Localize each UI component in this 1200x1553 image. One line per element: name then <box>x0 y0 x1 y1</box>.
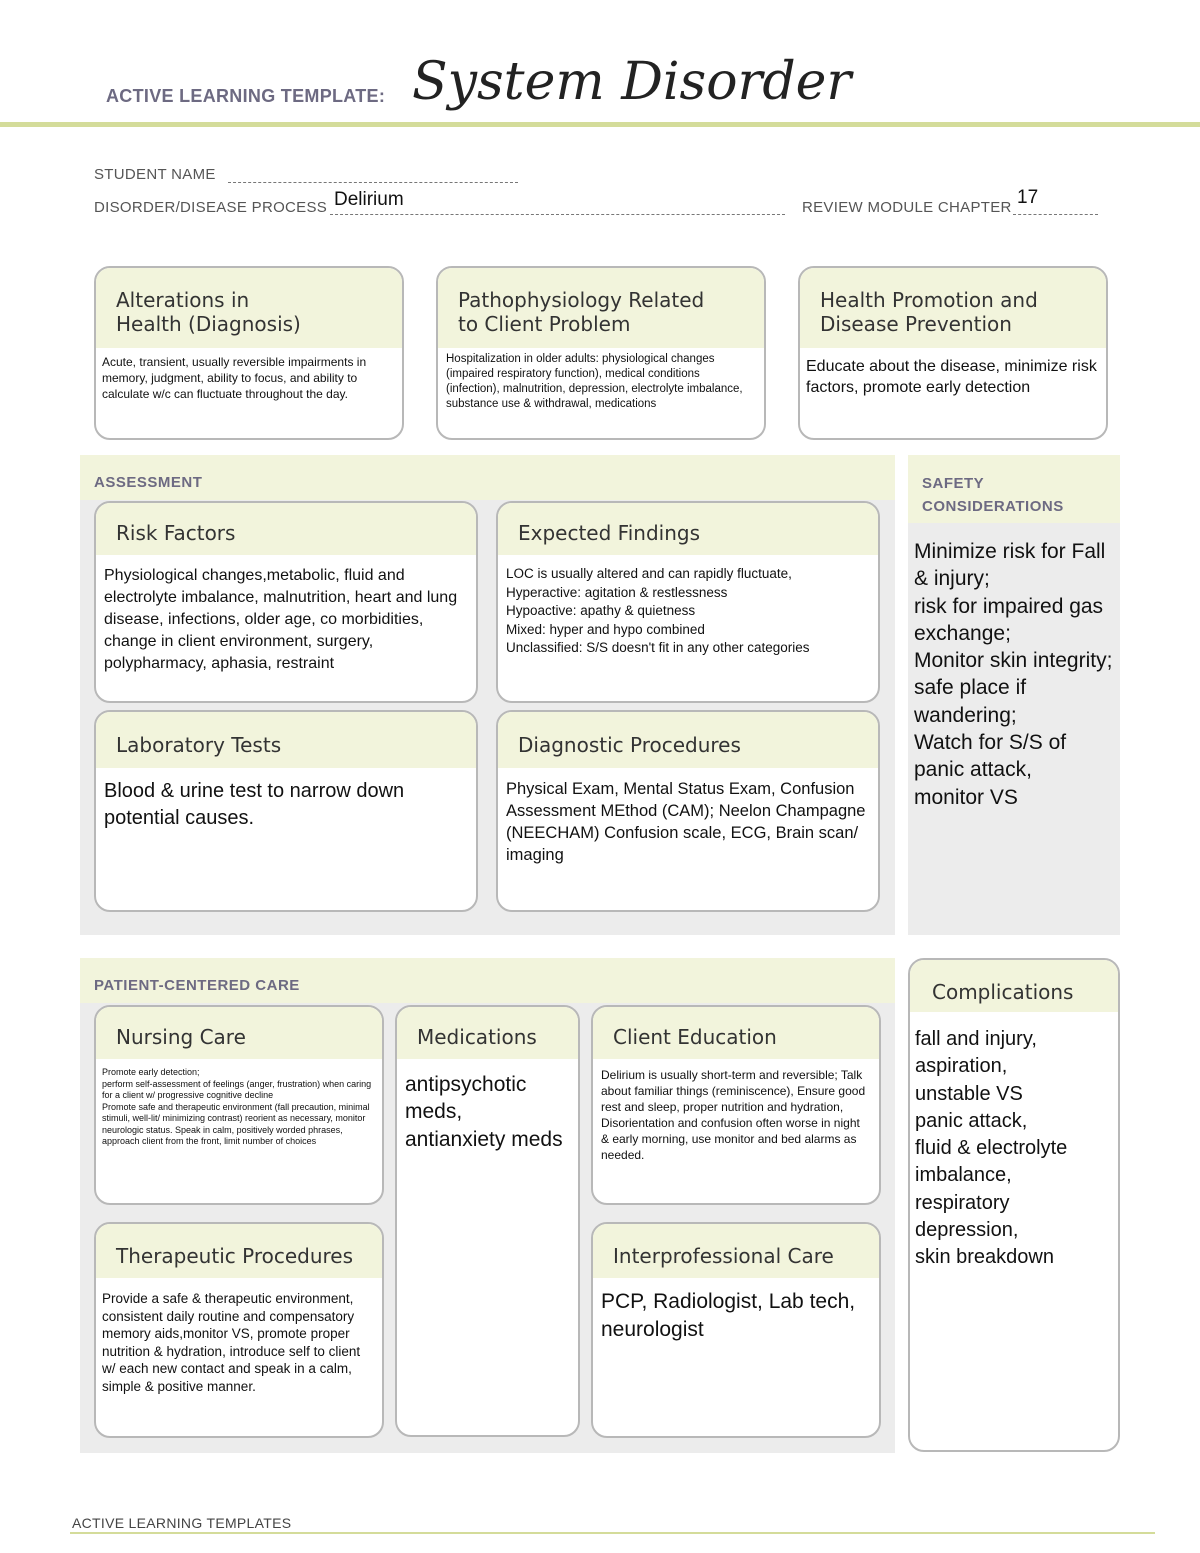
laboratory-tests-body: Blood & urine test to narrow down potential causes. <box>104 780 405 829</box>
header-label: ACTIVE LEARNING TEMPLATE: <box>106 86 386 106</box>
risk-factors-title: Risk Factors <box>96 503 476 555</box>
patient-care-label: PATIENT-CENTERED CARE <box>94 977 300 994</box>
disorder-label: DISORDER/DISEASE PROCESS <box>94 199 328 216</box>
client-education-title: Client Education <box>593 1007 879 1059</box>
medications-box <box>395 1005 580 1437</box>
header-divider <box>0 122 1200 127</box>
disorder-value: Delirium <box>334 189 404 210</box>
footer-divider <box>70 1532 1155 1534</box>
interprofessional-care-title: Interprofessional Care <box>593 1224 879 1278</box>
pathophysiology-title: Pathophysiology Related to Client Problem <box>438 268 764 348</box>
expected-findings-body: LOC is usually altered and can rapidly fluctuate, Hyperactive: agitation & restlessness Hypoactive: apathy & quietness Mixed: hyper and hypo combined Unclassified: S/S doesn't fit in any other categories <box>506 566 810 655</box>
therapeutic-procedures-title: Therapeutic Procedures <box>96 1224 382 1278</box>
nursing-care-title: Nursing Care <box>96 1007 382 1059</box>
therapeutic-procedures-body: Provide a safe & therapeutic environment, consistent daily routine and compensatory memory aids,monitor VS, promote proper nutrition & hydration, introduce self to client w/ each new contact and speak in a calm, simple & positive manner. <box>102 1291 361 1394</box>
therapeutic-procedures-box <box>94 1222 384 1438</box>
health-promotion-body: Educate about the disease, minimize risk factors, promote early detection <box>806 358 1097 396</box>
disorder-field[interactable] <box>330 214 785 215</box>
diagnostic-procedures-title: Diagnostic Procedures <box>498 712 878 768</box>
expected-findings-title: Expected Findings <box>498 503 878 555</box>
diagnostic-procedures-box <box>496 710 880 912</box>
alterations-body: Acute, transient, usually reversible impairments in memory, judgment, ability to focus, and ability to calculate w/c can fluctuate throughout the day. <box>102 355 367 401</box>
expected-findings-box <box>496 501 880 703</box>
footer-label: ACTIVE LEARNING TEMPLATES <box>72 1515 292 1531</box>
alterations-title: Alterations in Health (Diagnosis) <box>96 268 402 348</box>
nursing-care-body: Promote early detection; perform self-assessment of feelings (anger, frustration) when caring for a client w/ progressive cognitive decline Promote safe and therapeutic environment (fall precaution, minimal stimuli, well-lit/ minimizing contrast) reorient as necessary, monitor neurologic status. Speak in calm, positively worded phrases, approach client from the front, limit number of choices <box>102 1067 372 1146</box>
student-name-field[interactable] <box>228 182 518 183</box>
chapter-value: 17 <box>1017 187 1039 208</box>
alterations-box <box>94 266 404 440</box>
complications-body: fall and injury, aspiration, unstable VS panic attack, fluid & electrolyte imbalance, respiratory depression, skin breakdown <box>915 1028 1068 1269</box>
client-education-box <box>591 1005 881 1205</box>
pathophysiology-body: Hospitalization in older adults: physiological changes (impaired respiratory function), medical conditions (infection), malnutrition, depression, electrolyte imbalance, substance use & withdrawal, medications <box>446 353 743 410</box>
health-promotion-box <box>798 266 1108 440</box>
laboratory-tests-box <box>94 710 478 912</box>
medications-body: antipsychotic meds, antianxiety meds <box>405 1073 563 1151</box>
laboratory-tests-title: Laboratory Tests <box>96 712 476 768</box>
medications-title: Medications <box>397 1007 578 1059</box>
complications-title: Complications <box>910 960 1118 1012</box>
page-title: System Disorder <box>412 52 852 112</box>
chapter-field[interactable] <box>1013 214 1098 215</box>
safety-body: Minimize risk for Fall & injury; risk for impaired gas exchange; Monitor skin integrity; safe place if wandering; Watch for S/S of panic attack, monitor VS <box>914 540 1113 809</box>
risk-factors-body: Physiological changes,metabolic, fluid and electrolyte imbalance, malnutrition, heart and lung disease, infections, older age, co morbidities, change in client environment, surgery, polypharmacy, aphasia, restraint <box>104 567 458 672</box>
health-promotion-title: Health Promotion and Disease Prevention <box>800 268 1106 348</box>
chapter-label: REVIEW MODULE CHAPTER <box>802 199 1012 216</box>
complications-box <box>908 958 1120 1452</box>
interprofessional-care-body: PCP, Radiologist, Lab tech, neurologist <box>601 1290 856 1341</box>
diagnostic-procedures-body: Physical Exam, Mental Status Exam, Confusion Assessment MEthod (CAM); Neelon Champagne (NEECHAM) Confusion scale, ECG, Brain scan/ imaging <box>506 780 866 864</box>
pathophysiology-box <box>436 266 766 440</box>
client-education-body: Delirium is usually short-term and reversible; Talk about familiar things (reminiscence), Ensure good rest and sleep, proper nutrition and hydration, Disorientation and confusion often worse in night & early morning, use monitor and bed alarms as needed. <box>601 1068 866 1162</box>
nursing-care-box <box>94 1005 384 1205</box>
student-name-label: STUDENT NAME <box>94 166 216 183</box>
interprofessional-care-box <box>591 1222 881 1438</box>
assessment-label: ASSESSMENT <box>94 474 203 491</box>
risk-factors-box <box>94 501 478 703</box>
safety-title: SAFETY CONSIDERATIONS <box>922 475 1064 515</box>
